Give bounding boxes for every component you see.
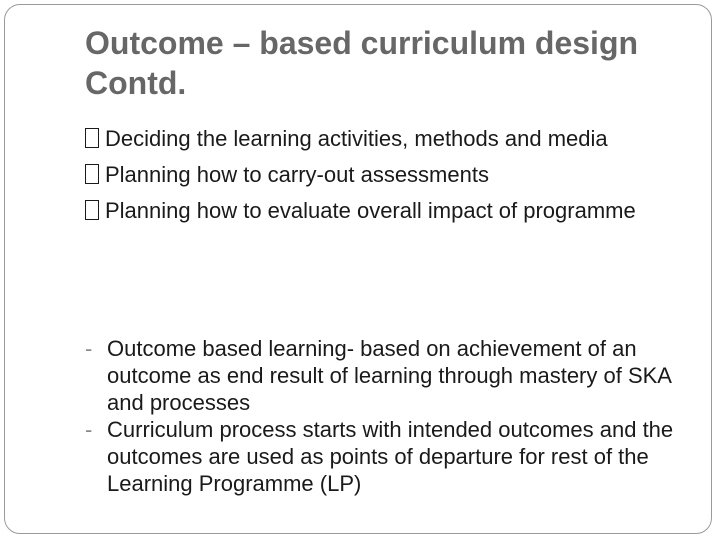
box-bullet-icon xyxy=(85,164,99,184)
bullet-text: Deciding the learning activities, methods and media xyxy=(105,126,608,151)
bullet-text: Planning how to carry-out assessments xyxy=(105,162,489,187)
bullet-list xyxy=(85,123,685,231)
sub-point-item xyxy=(85,416,695,497)
bullet-item xyxy=(85,195,685,226)
bullet-item xyxy=(85,123,685,154)
sub-point-item xyxy=(85,335,695,416)
box-bullet-icon xyxy=(85,128,99,148)
slide-title: Outcome – based curriculum design Contd. xyxy=(85,25,639,101)
sub-point-text: Curriculum process starts with intended outcomes and the outcomes are used as points of departure for rest of the Learning Programme (LP) xyxy=(107,417,674,496)
sub-point-text: Outcome based learning- based on achievement of an outcome as end result of learning through mastery of SKA and processes xyxy=(107,336,671,415)
slide-frame xyxy=(4,4,712,534)
dash-marker: - xyxy=(85,417,93,442)
box-bullet-icon xyxy=(85,200,99,220)
bullet-text: Planning how to evaluate overall impact of programme xyxy=(105,198,636,223)
sub-point-list xyxy=(85,335,695,497)
bullet-item xyxy=(85,159,685,190)
dash-marker: - xyxy=(85,336,93,361)
